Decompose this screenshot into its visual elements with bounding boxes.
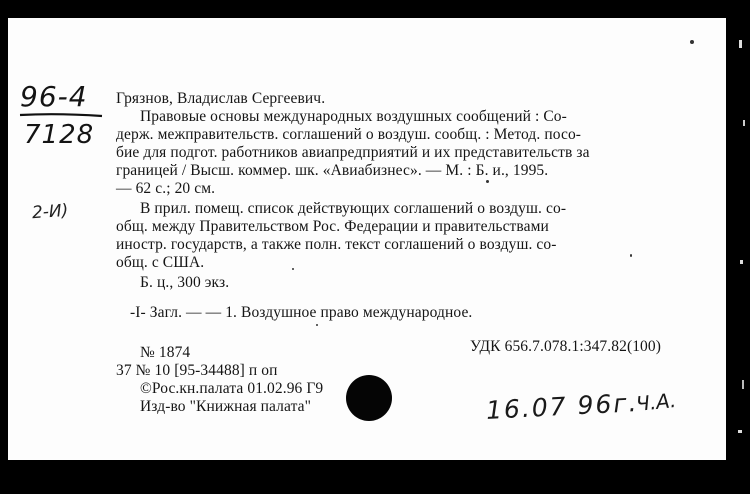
note-line-2: общ. между Правительством Рос. Федерации и правительствами — [116, 218, 549, 235]
title-line-1: Правовые основы международных воздушных сообщений : Со- — [140, 108, 567, 125]
title-line-3: бие для подгот. работников авиапредприятий и их представительств за — [116, 144, 590, 161]
edition-line: Б. ц., 300 экз. — [140, 274, 230, 291]
author-heading: Грязнов, Владислав Сергеевич. — [116, 90, 326, 107]
scan-border-marks — [736, 0, 750, 494]
order-line: 37 № 10 [95-34488] п оп — [116, 362, 278, 379]
note-line-4: общ. с США. — [116, 254, 205, 271]
scan-speck — [292, 268, 294, 270]
title-line-2: держ. межправительств. соглашений о воздуш. сообщ. : Метод. посо- — [116, 126, 582, 143]
note-line-3: иностр. государств, а также полн. текст соглашений о воздуш. со- — [116, 236, 557, 253]
scan-speck — [690, 40, 694, 44]
scan-speck — [486, 180, 489, 183]
scan-edge-bottom — [0, 460, 750, 494]
handwritten-call-number-top: 96-4 — [20, 80, 88, 113]
title-line-4: границей / Высш. коммер. шк. «Авиабизнес». — М. : Б. и., 1995. — [116, 162, 549, 179]
handwritten-date-note: 16.07 96г. — [485, 388, 640, 425]
tracings-line: -I- Загл. — — 1. Воздушное право международное. — [130, 304, 473, 321]
handwritten-initials: Ч.А. — [634, 387, 678, 417]
handwritten-margin-note: 2-И) — [31, 200, 69, 224]
udc-code: УДК 656.7.078.1:347.82(100) — [470, 338, 662, 355]
scan-speck — [316, 324, 318, 326]
copyright-line: ©Рос.кн.палата 01.02.96 Г9 — [140, 380, 324, 397]
scan-speck — [630, 254, 632, 257]
record-number: № 1874 — [140, 344, 191, 361]
handwritten-call-number-bottom: 7128 — [24, 120, 95, 150]
title-line-5: — 62 с.; 20 см. — [116, 180, 216, 197]
publisher-line: Изд-во "Книжная палата" — [140, 398, 312, 415]
call-number-divider — [18, 112, 104, 118]
ink-stamp-dot — [346, 375, 392, 421]
note-line-1: В прил. помещ. список действующих соглашений о воздуш. со- — [140, 200, 567, 217]
